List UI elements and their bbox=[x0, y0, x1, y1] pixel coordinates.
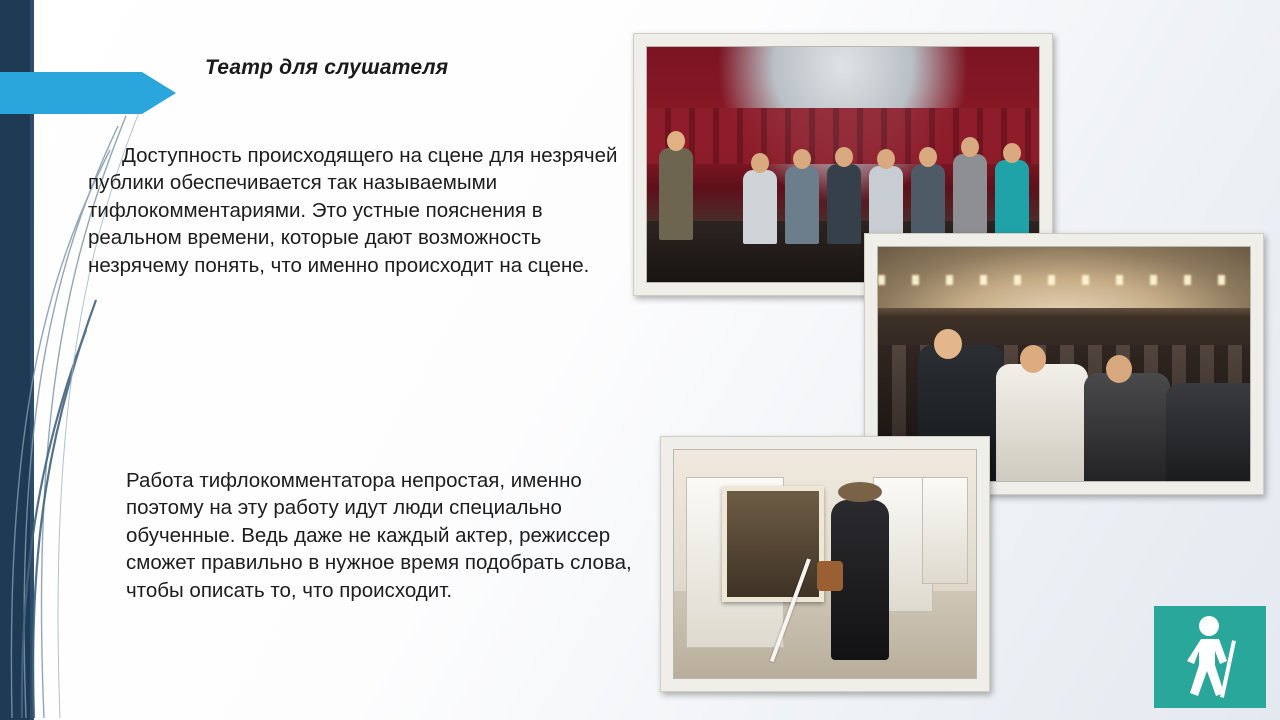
title-arrow-banner bbox=[0, 72, 176, 114]
blind-person-with-cane-icon bbox=[1154, 606, 1266, 708]
body-paragraph-2: Работа тифлокомментатора непростая, именно поэтому на эту работу идут люди специально обученные. Ведь даже не каждый актер, режиссер сможет правильно в нужное время подобрать слова, чтобы описать то, что происходит. bbox=[126, 469, 632, 602]
page-title: Театр для слушателя bbox=[205, 56, 449, 79]
body-paragraph-1: Доступность происходящего на сцене для незрячей публики обеспечивается так называемыми тифлокомментариями. Это устные пояснения в реальном времени, которые дают возможность незрячему понять, что именно происходит на сцене. bbox=[88, 144, 618, 277]
photo-museum-visitor bbox=[660, 436, 990, 692]
